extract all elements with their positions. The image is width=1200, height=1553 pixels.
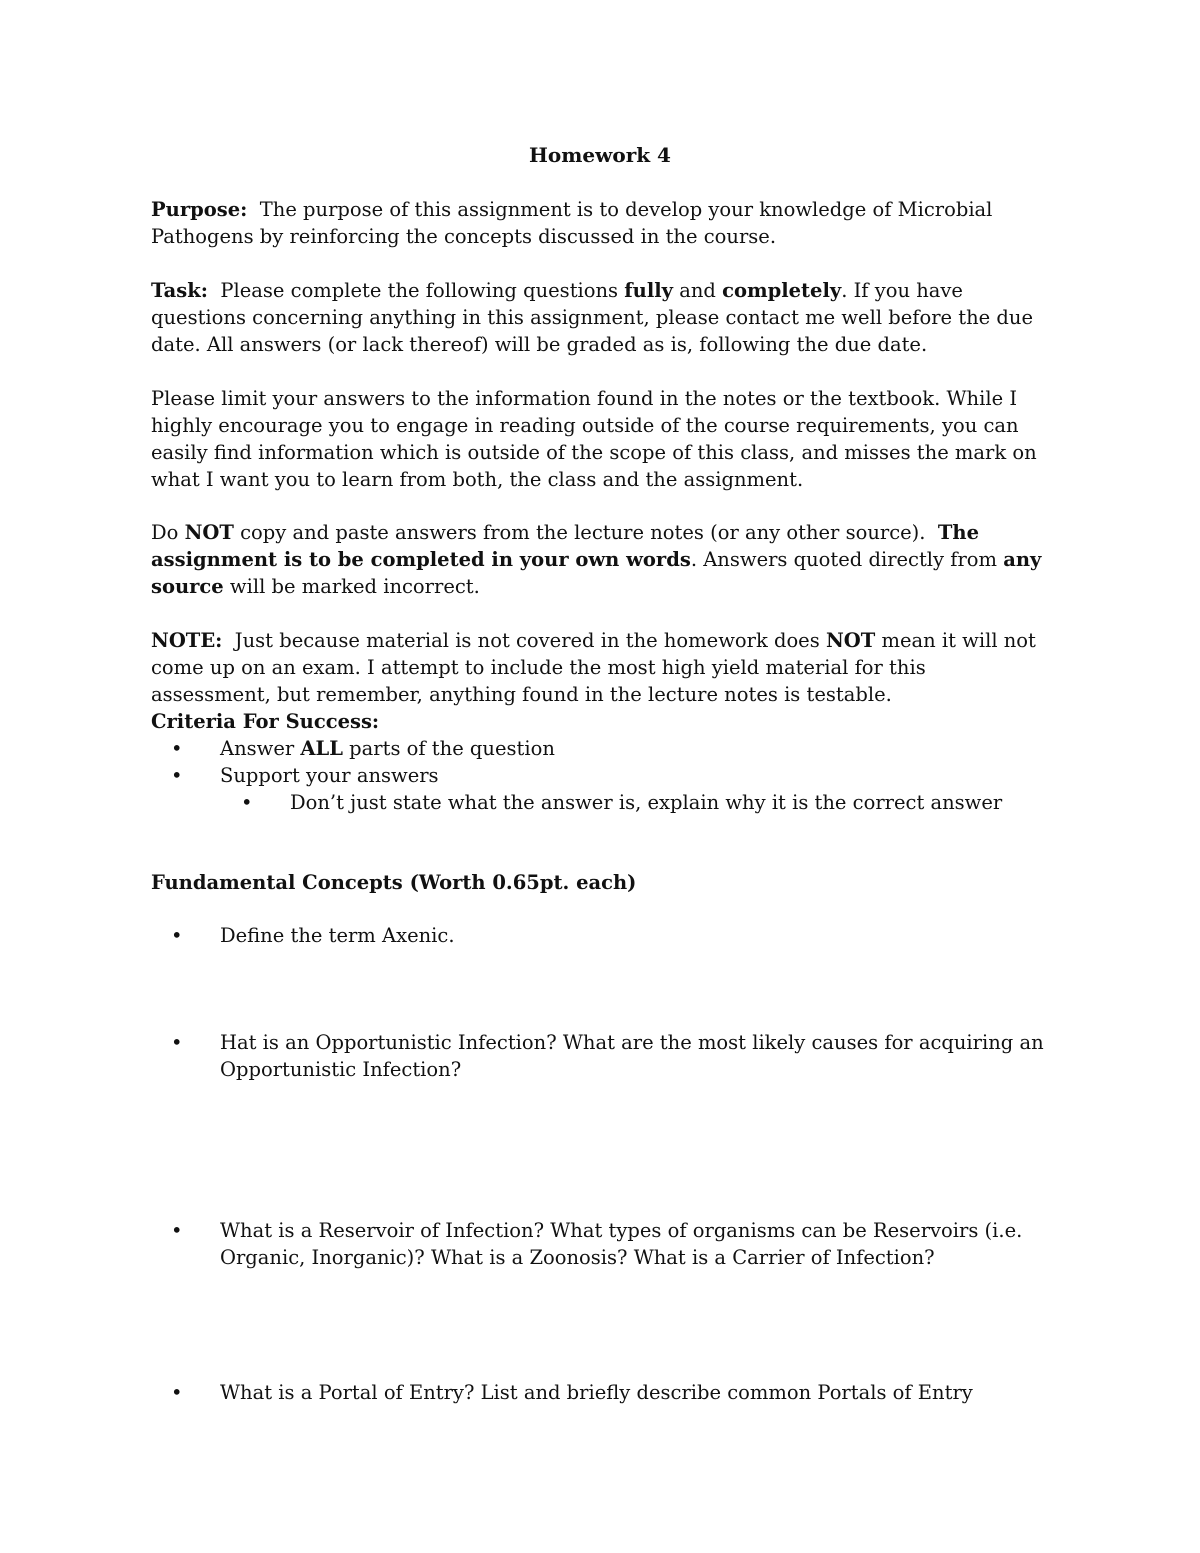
question-item <box>151 922 1051 949</box>
note-text: Just because material is not covered in the homework does <box>234 629 820 652</box>
note-emphasis: NOT <box>825 629 876 652</box>
purpose-paragraph <box>151 196 1051 250</box>
task-text: Please complete the following questions <box>220 279 619 302</box>
question-text: Hat is an Opportunistic Infection? What are the most likely causes for acquiring an Opportunistic Infection? <box>220 1031 1044 1081</box>
question-text: What is a Portal of Entry? List and briefly describe common Portals of Entry <box>220 1381 973 1404</box>
document-title: Homework 4 <box>529 143 671 167</box>
copy-text: will be marked incorrect. <box>229 575 480 598</box>
note-text: mean it will not come up on an exam. I attempt to include the most high yield material for this assessment, but remember, anything found in the lecture notes is testable. <box>151 629 1036 706</box>
bullet-icon: • <box>171 1031 183 1054</box>
criteria-emphasis: ALL <box>300 737 343 760</box>
fundamentals-section <box>151 869 1051 896</box>
copy-emphasis: any source <box>151 548 1042 598</box>
list-item <box>151 789 1051 816</box>
copy-paragraph <box>151 519 1051 600</box>
question-item <box>151 1029 1051 1083</box>
copy-emphasis: NOT <box>184 521 234 544</box>
limit-text: Please limit your answers to the information found in the notes or the textbook. While I highly encourage you to engage in reading outside of the course requirements, you can easily find information which is outside of the scope of this class, and misses the mark on what I want you to learn from both, the class and the assignment. <box>151 387 1037 491</box>
task-paragraph <box>151 277 1051 358</box>
task-text: . If you have questions concerning anything in this assignment, please contact me well before the due date. All answers (or lack thereof) will be graded as is, following the due date. <box>151 279 1034 356</box>
criteria-heading: Criteria For Success: <box>151 710 380 733</box>
limit-paragraph <box>151 385 1051 493</box>
fundamentals-heading: Fundamental Concepts (Worth 0.65pt. each) <box>151 871 637 894</box>
copy-text: . Answers quoted directly from <box>690 548 998 571</box>
criteria-list <box>151 735 1051 816</box>
question-text: What is a Reservoir of Infection? What types of organisms can be Reservoirs (i.e. Organic, Inorganic)? What is a Zoonosis? What is a Carrier of Infection? <box>220 1219 1023 1269</box>
copy-emphasis: The assignment is to be completed in your own words <box>151 521 979 571</box>
list-item <box>151 735 1051 762</box>
question-item <box>151 1379 1051 1406</box>
purpose-label: Purpose: <box>151 198 248 221</box>
task-label: Task: <box>151 279 208 302</box>
bullet-icon: • <box>171 1381 183 1404</box>
list-item <box>151 762 1051 789</box>
note-paragraph <box>151 627 1051 816</box>
bullet-icon: • <box>171 924 183 947</box>
purpose-text: The purpose of this assignment is to develop your knowledge of Microbial Pathogens by reinforcing the concepts discussed in the course. <box>151 198 993 248</box>
task-text: and <box>679 279 716 302</box>
bullet-icon: • <box>171 1219 183 1242</box>
criteria-text: Don’t just state what the answer is, explain why it is the correct answer <box>290 791 1003 814</box>
criteria-text: parts of the question <box>349 737 555 760</box>
criteria-text: Support your answers <box>220 764 439 787</box>
task-emphasis: completely <box>722 279 842 302</box>
criteria-text: Answer <box>220 737 295 760</box>
copy-text: Do <box>151 521 179 544</box>
note-label: NOTE: <box>151 629 223 652</box>
question-text: Define the term Axenic. <box>220 924 455 947</box>
task-emphasis: fully <box>624 279 673 302</box>
copy-text: copy and paste answers from the lecture notes (or any other source). <box>240 521 926 544</box>
question-item <box>151 1217 1051 1271</box>
